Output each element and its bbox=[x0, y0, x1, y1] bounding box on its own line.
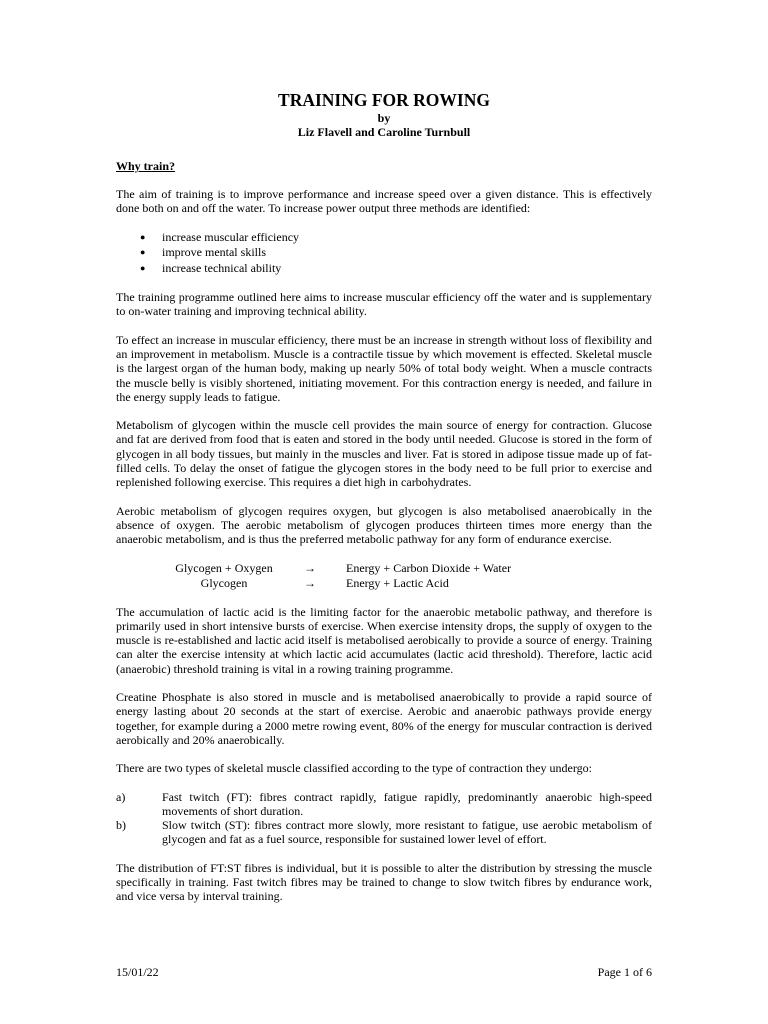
equation-rhs: Energy + Lactic Acid bbox=[346, 575, 449, 590]
arrow-right-icon: → bbox=[304, 560, 316, 575]
paragraph-glycogen: Metabolism of glycogen within the muscle cell provides the main source of energy for contraction. Glucose and fat are derived from food that is eaten and stored in the body until needed. Glucose is stored in the form of glycogen in all body tissues, but mainly in the muscles and liver. Fat is stored in adipose tissue made up of fat-filled cells. To delay the onset of fatigue the glycogen stores in the body need to be full prior to exercise and replenished following exercise. This requires a diet high in carbohydrates. bbox=[116, 418, 652, 490]
document-authors: Liz Flavell and Caroline Turnbull bbox=[297, 125, 471, 139]
footer-date: 15/01/22 bbox=[116, 965, 159, 979]
list-item bbox=[116, 245, 652, 261]
paragraph-efficiency: To effect an increase in muscular efficiency, there must be an increase in strength without loss of flexibility and an improvement in metabolism. Muscle is a contractile tissue by which movement is effected. Skeletal muscle is the largest organ of the human body, making up nearly 50% of total body weight. When a muscle contracts the muscle belly is visibly shortened, initiating movement. For this contraction energy is needed, and failure in the energy supply leads to fatigue. bbox=[116, 332, 652, 404]
paragraph-aim: The aim of training is to improve performance and increase speed over a given distance. This is effectively done both on and off the water. To increase power output three methods are identified: bbox=[116, 187, 652, 216]
list-item bbox=[116, 261, 652, 277]
document-title: TRAINING FOR ROWING bbox=[278, 90, 490, 110]
list-marker: a) bbox=[116, 789, 126, 804]
bullet-icon: ● bbox=[140, 262, 146, 273]
paragraph-creatine: Creatine Phosphate is also stored in muscle and is metabolised anaerobically to provide a rapid source of energy lasting about 20 seconds at the start of exercise. Aerobic and anaerobic pathways provide energy together, for example during a 2000 metre rowing event, 80% of the energy for muscular contraction is derived aerobically and 20% anaerobically. bbox=[116, 690, 652, 747]
equation-lhs: Glycogen + Oxygen bbox=[175, 560, 273, 575]
list-item bbox=[116, 818, 652, 847]
list-item-text: improve mental skills bbox=[162, 245, 266, 260]
equation-aerobic bbox=[116, 561, 652, 576]
byline-by: by bbox=[377, 111, 391, 125]
bullet-icon: ● bbox=[140, 247, 146, 258]
equation-anaerobic bbox=[116, 576, 652, 591]
paragraph-lactic-acid: The accumulation of lactic acid is the limiting factor for the anaerobic metabolic pathway, and therefore is primarily used in short intensive bursts of exercise. When exercise intensity drops, the supply of oxygen to the muscle is re-established and lactic acid itself is metabolised aerobically to provide a source of energy. Training can alter the exercise intensity at which lactic acid accumulates (lactic acid threshold). Therefore, lactic acid (anaerobic) threshold training is vital in a rowing training programme. bbox=[116, 604, 652, 676]
equation-lhs: Glycogen bbox=[200, 575, 248, 590]
page-number: Page 1 of 6 bbox=[597, 965, 652, 979]
muscle-types-list bbox=[116, 790, 652, 847]
list-item-text: Fast twitch (FT): fibres contract rapidly, fatigue rapidly, predominantly anaerobic high-speed movements of short duration. bbox=[162, 789, 652, 818]
document-body bbox=[116, 90, 652, 904]
section-heading: Why train? bbox=[116, 159, 176, 173]
paragraph-aerobic: Aerobic metabolism of glycogen requires oxygen, but glycogen is also metabolised anaerobically in the absence of oxygen. The aerobic metabolism of glycogen produces thirteen times more energy than the anaerobic metabolism, and is thus the preferred metabolic pathway for any form of endurance exercise. bbox=[116, 503, 652, 547]
arrow-right-icon: → bbox=[304, 575, 316, 590]
list-item-text: increase muscular efficiency bbox=[162, 229, 300, 244]
paragraph-muscle-types: There are two types of skeletal muscle classified according to the type of contraction they undergo: bbox=[116, 761, 592, 776]
page-footer bbox=[116, 965, 652, 981]
list-item-text: increase technical ability bbox=[162, 260, 282, 275]
list-item bbox=[116, 230, 652, 246]
paragraph-programme: The training programme outlined here aims to increase muscular efficiency off the water and is supplementary to on-water training and improving technical ability. bbox=[116, 290, 652, 319]
bullet-icon: ● bbox=[140, 231, 146, 242]
methods-list bbox=[116, 230, 652, 277]
paragraph-distribution: The distribution of FT:ST fibres is individual, but it is possible to alter the distribution by stressing the muscle specifically in training. Fast twitch fibres may be trained to change to slow twitch fibres by endurance work, and vice versa by interval training. bbox=[116, 860, 652, 904]
equation-rhs: Energy + Carbon Dioxide + Water bbox=[346, 560, 512, 575]
metabolism-equations bbox=[116, 561, 652, 591]
list-item bbox=[116, 790, 652, 819]
list-item-text: Slow twitch (ST): fibres contract more slowly, more resistant to fatigue, use aerobic metabolism of glycogen and fat as a fuel source, responsible for sustained lower level of effort. bbox=[162, 818, 652, 847]
list-marker: b) bbox=[116, 818, 126, 833]
